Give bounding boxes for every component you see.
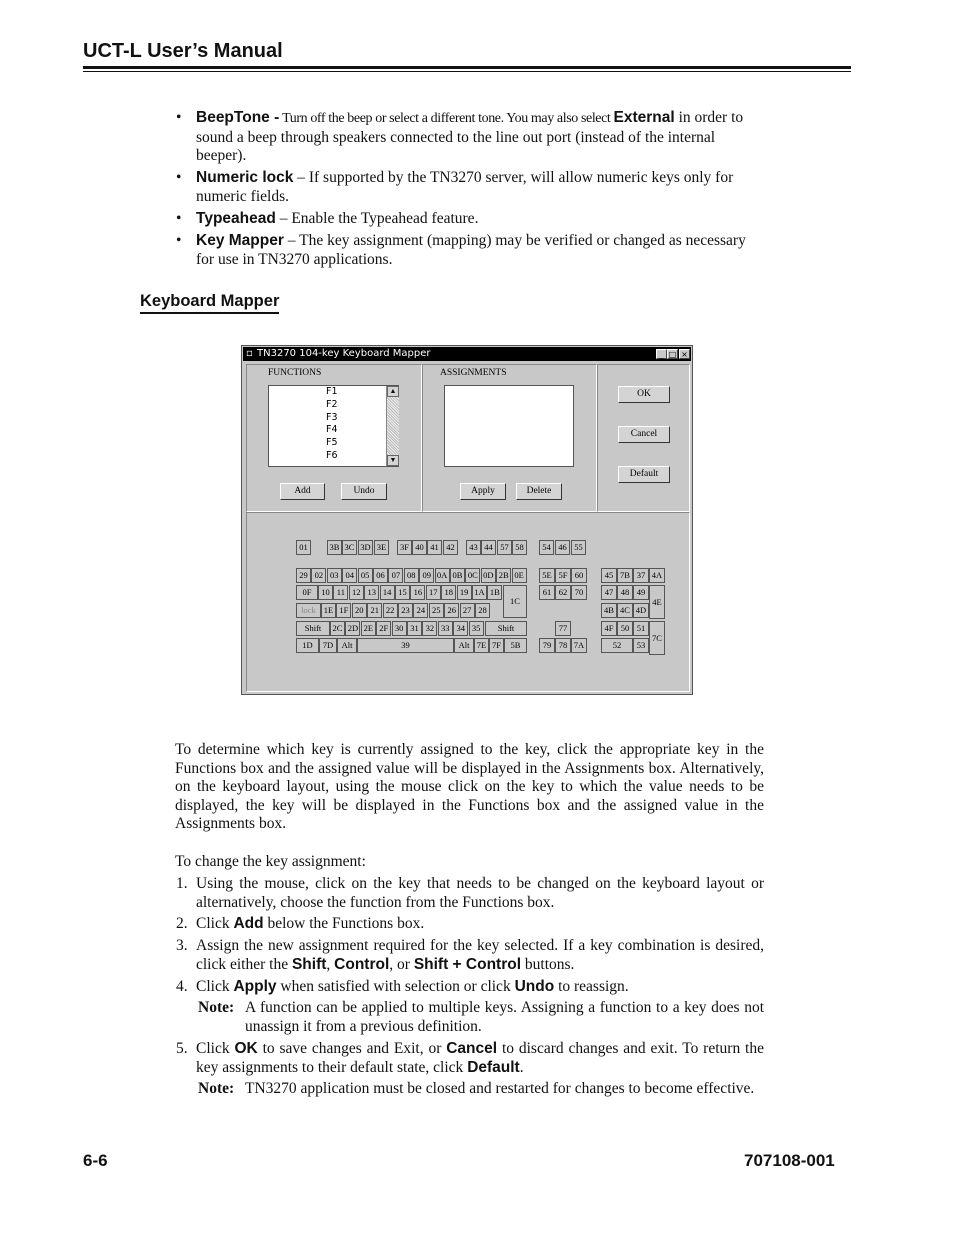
key-1e[interactable]: 1E bbox=[321, 603, 336, 618]
key-30[interactable]: 30 bbox=[392, 621, 407, 636]
key-14[interactable]: 14 bbox=[380, 585, 395, 600]
key-0a[interactable]: 0A bbox=[435, 568, 450, 583]
key-49[interactable]: 49 bbox=[633, 585, 649, 600]
apply-button[interactable]: Apply bbox=[460, 483, 506, 500]
key-51[interactable]: 51 bbox=[633, 621, 649, 636]
key-61[interactable]: 61 bbox=[539, 585, 555, 600]
key-37[interactable]: 37 bbox=[633, 568, 649, 583]
add-button[interactable]: Add bbox=[280, 483, 325, 500]
key-23[interactable]: 23 bbox=[398, 603, 413, 618]
key-12[interactable]: 12 bbox=[349, 585, 364, 600]
key-46[interactable]: 46 bbox=[555, 540, 570, 555]
key-26[interactable]: 26 bbox=[444, 603, 459, 618]
list-item[interactable]: F2 bbox=[326, 398, 338, 410]
list-item[interactable]: F1 bbox=[326, 386, 338, 397]
key-5b[interactable]: 5B bbox=[504, 638, 527, 653]
key-08[interactable]: 08 bbox=[404, 568, 419, 583]
key-4f[interactable]: 4F bbox=[601, 621, 617, 636]
list-item[interactable]: F3 bbox=[326, 411, 338, 423]
window-icon: ▫ bbox=[246, 348, 253, 359]
key-01[interactable]: 01 bbox=[296, 540, 311, 555]
key-10[interactable]: 10 bbox=[318, 585, 333, 600]
key-4e[interactable]: 4E bbox=[649, 585, 665, 619]
key-7a[interactable]: 7A bbox=[571, 638, 587, 653]
assignments-listbox[interactable] bbox=[444, 385, 574, 467]
window-title: TN3270 104-key Keyboard Mapper bbox=[257, 348, 431, 359]
key-4a[interactable]: 4A bbox=[649, 568, 665, 583]
functions-scrollbar[interactable] bbox=[386, 386, 399, 466]
assignments-label: ASSIGNMENTS bbox=[440, 368, 507, 378]
key-31[interactable]: 31 bbox=[407, 621, 422, 636]
key-4b[interactable]: 4B bbox=[601, 603, 617, 618]
key-06[interactable]: 06 bbox=[373, 568, 388, 583]
key-57[interactable]: 57 bbox=[497, 540, 512, 555]
key-7c[interactable]: 7C bbox=[649, 621, 665, 655]
key-33[interactable]: 33 bbox=[438, 621, 453, 636]
scroll-up-icon[interactable]: ▲ bbox=[387, 386, 399, 397]
bullet-typeahead: • Typeahead – Enable the Typeahead feature. bbox=[176, 210, 479, 227]
key-25[interactable]: 25 bbox=[429, 603, 444, 618]
close-button[interactable]: × bbox=[679, 349, 690, 359]
key-2d[interactable]: 2D bbox=[345, 621, 360, 636]
note-1: Note: A function can be applied to multiple keys. Assigning a function to a key does not unassign it from a previous definition. bbox=[198, 999, 764, 1035]
key-40[interactable]: 40 bbox=[412, 540, 427, 555]
key-41[interactable]: 41 bbox=[427, 540, 442, 555]
key-13[interactable]: 13 bbox=[364, 585, 379, 600]
key-27[interactable]: 27 bbox=[460, 603, 475, 618]
key-22[interactable]: 22 bbox=[383, 603, 398, 618]
key-79[interactable]: 79 bbox=[539, 638, 555, 653]
key-58[interactable]: 58 bbox=[512, 540, 527, 555]
key-02[interactable]: 02 bbox=[311, 568, 326, 583]
key-32[interactable]: 32 bbox=[422, 621, 437, 636]
key-42[interactable]: 42 bbox=[443, 540, 458, 555]
key-7e[interactable]: 7E bbox=[474, 638, 489, 653]
step-2: 2. Click Add below the Functions box. bbox=[176, 915, 425, 932]
key-11[interactable]: 11 bbox=[333, 585, 348, 600]
header-rule bbox=[83, 66, 851, 69]
manual-title: UCT-L User’s Manual bbox=[83, 40, 283, 62]
key-0c[interactable]: 0C bbox=[465, 568, 480, 583]
key-20[interactable]: 20 bbox=[352, 603, 367, 618]
key-3b[interactable]: 3B bbox=[327, 540, 342, 555]
minimize-button[interactable]: _ bbox=[656, 349, 667, 359]
key-alt[interactable]: Alt bbox=[337, 638, 357, 653]
list-item[interactable]: F4 bbox=[326, 424, 338, 436]
step-4: 4. Click Apply when satisfied with selection or click Undo to reassign. bbox=[176, 978, 629, 995]
key-09[interactable]: 09 bbox=[419, 568, 434, 583]
key-45[interactable]: 45 bbox=[601, 568, 617, 583]
keyboard-panel bbox=[246, 512, 690, 692]
key-17[interactable]: 17 bbox=[426, 585, 441, 600]
key-43[interactable]: 43 bbox=[466, 540, 481, 555]
key-34[interactable]: 34 bbox=[453, 621, 468, 636]
functions-label: FUNCTIONS bbox=[268, 368, 322, 378]
key-5e[interactable]: 5E bbox=[539, 568, 555, 583]
key-1f[interactable]: 1F bbox=[336, 603, 351, 618]
key-1c[interactable]: 1C bbox=[503, 585, 527, 618]
key-04[interactable]: 04 bbox=[342, 568, 357, 583]
key-7d[interactable]: 7D bbox=[319, 638, 337, 653]
paragraph-determine: To determine which key is currently assigned to the key, click the appropriate key in the Functions box and the assigned value will be displayed in the Assignments box. Alternatively, on the keyboard layout, using the mouse click on the key to which the value needs to be displayed, the key will be displayed in the Functions box and the assigned value in the Assignments box. bbox=[175, 741, 764, 833]
key-3d[interactable]: 3D bbox=[358, 540, 373, 555]
key-2e[interactable]: 2E bbox=[361, 621, 376, 636]
key-18[interactable]: 18 bbox=[441, 585, 456, 600]
maximize-button[interactable]: □ bbox=[668, 350, 677, 359]
section-heading: Keyboard Mapper bbox=[140, 291, 279, 314]
key-21[interactable]: 21 bbox=[367, 603, 382, 618]
key-1d[interactable]: 1D bbox=[296, 638, 319, 653]
key-44[interactable]: 44 bbox=[481, 540, 496, 555]
list-item[interactable]: F5 bbox=[326, 437, 338, 449]
paragraph-change-intro: To change the key assignment: bbox=[175, 853, 366, 870]
page-number: 6-6 bbox=[83, 1151, 108, 1170]
step-3: 3. Assign the new assignment required for the key selected. If a key combination is desired, click either the Shift, Control, or Shift + Control buttons. bbox=[176, 937, 764, 973]
bullet-key-mapper: • Key Mapper – The key assignment (mapping) may be verified or changed as necessary for use in TN3270 applications. bbox=[176, 232, 746, 268]
key-4c[interactable]: 4C bbox=[617, 603, 633, 618]
key-4d[interactable]: 4D bbox=[633, 603, 649, 618]
key-0f[interactable]: 0F bbox=[296, 585, 318, 600]
key-53[interactable]: 53 bbox=[633, 638, 649, 653]
key-0d[interactable]: 0D bbox=[481, 568, 496, 583]
note-2: Note: TN3270 application must be closed and restarted for changes to become effective. bbox=[198, 1080, 755, 1097]
key-5f[interactable]: 5F bbox=[555, 568, 571, 583]
key-1a[interactable]: 1A bbox=[472, 585, 487, 600]
key-50[interactable]: 50 bbox=[617, 621, 633, 636]
key-2b[interactable]: 2B bbox=[496, 568, 511, 583]
ok-button[interactable]: OK bbox=[618, 386, 670, 403]
window-titlebar bbox=[243, 347, 691, 361]
key-62[interactable]: 62 bbox=[555, 585, 571, 600]
key-29[interactable]: 29 bbox=[296, 568, 311, 583]
list-item[interactable]: F6 bbox=[326, 449, 338, 461]
key-shift[interactable]: Shift bbox=[296, 621, 330, 636]
bullet-numeric-lock: • Numeric lock – If supported by the TN3270 server, will allow numeric keys only for numeric fields. bbox=[176, 169, 734, 205]
key-0e[interactable]: 0E bbox=[512, 568, 527, 583]
key-1b[interactable]: 1B bbox=[487, 585, 502, 600]
key-2c[interactable]: 2C bbox=[330, 621, 345, 636]
key-3e[interactable]: 3E bbox=[374, 540, 389, 555]
key-39[interactable]: 39 bbox=[357, 638, 454, 653]
key-alt[interactable]: Alt bbox=[454, 638, 474, 653]
step-5: 5. Click OK to save changes and Exit, or Cancel to discard changes and exit. To return the key assignments to their default state, click Default. bbox=[176, 1040, 764, 1076]
key-7f[interactable]: 7F bbox=[489, 638, 504, 653]
key-47[interactable]: 47 bbox=[601, 585, 617, 600]
key-shift[interactable]: Shift bbox=[485, 621, 527, 636]
key-7b[interactable]: 7B bbox=[617, 568, 633, 583]
key-52[interactable]: 52 bbox=[601, 638, 633, 653]
header-rule-thin bbox=[83, 71, 851, 72]
key-16[interactable]: 16 bbox=[410, 585, 425, 600]
key-55[interactable]: 55 bbox=[571, 540, 586, 555]
key-77[interactable]: 77 bbox=[555, 621, 571, 636]
undo-button[interactable]: Undo bbox=[341, 483, 387, 500]
key-07[interactable]: 07 bbox=[388, 568, 403, 583]
key-78[interactable]: 78 bbox=[555, 638, 571, 653]
key-03[interactable]: 03 bbox=[327, 568, 342, 583]
default-button[interactable]: Default bbox=[618, 466, 670, 483]
scroll-down-icon[interactable]: ▼ bbox=[387, 455, 399, 466]
key-70[interactable]: 70 bbox=[571, 585, 587, 600]
key-19[interactable]: 19 bbox=[457, 585, 472, 600]
bullet-beeptone: • BeepTone - Turn off the beep or select a different tone. You may also select External in order to sound a beep through speakers connected to the line out port (instead of the internal beeper). bbox=[176, 109, 744, 164]
bullet-term: BeepTone - bbox=[196, 109, 280, 126]
key-3c[interactable]: 3C bbox=[342, 540, 357, 555]
key-28[interactable]: 28 bbox=[475, 603, 490, 618]
key-3f[interactable]: 3F bbox=[397, 540, 412, 555]
key-54[interactable]: 54 bbox=[539, 540, 554, 555]
functions-list bbox=[326, 386, 366, 463]
key-60[interactable]: 60 bbox=[571, 568, 587, 583]
key-0b[interactable]: 0B bbox=[450, 568, 465, 583]
step-1: 1. Using the mouse, click on the key that needs to be changed on the keyboard layout or alternatively, choose the function from the Functions box. bbox=[176, 875, 764, 911]
key-24[interactable]: 24 bbox=[413, 603, 428, 618]
key-2f[interactable]: 2F bbox=[376, 621, 391, 636]
key-35[interactable]: 35 bbox=[469, 621, 484, 636]
cancel-button[interactable]: Cancel bbox=[618, 426, 670, 443]
key-lock[interactable]: lock bbox=[296, 603, 321, 618]
document-number: 707108-001 bbox=[744, 1151, 835, 1170]
key-05[interactable]: 05 bbox=[358, 568, 373, 583]
key-15[interactable]: 15 bbox=[395, 585, 410, 600]
delete-button[interactable]: Delete bbox=[516, 483, 562, 500]
key-48[interactable]: 48 bbox=[617, 585, 633, 600]
